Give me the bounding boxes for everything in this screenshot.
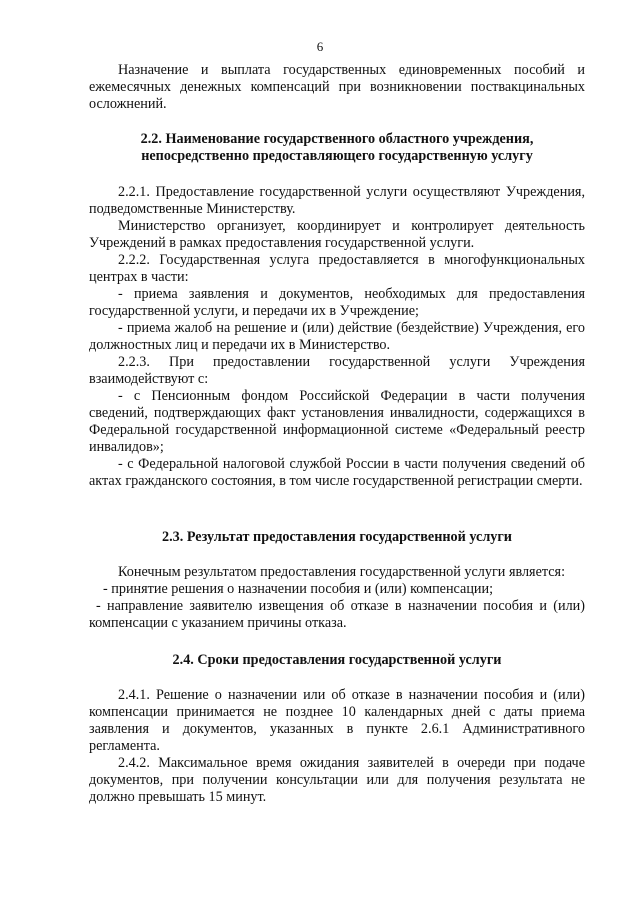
intro-paragraph: Назначение и выплата государственных единовременных пособий и ежемесячных денежных компенсаций при возникновении поствакцинальных осложнений.	[89, 62, 585, 112]
section-2-2-body	[89, 184, 585, 490]
section-2-3-heading	[89, 529, 585, 546]
paragraph-reception-documents: - приема заявления и документов, необходимых для предоставления государственной услуги, и передачи их в Учреждение;	[89, 286, 585, 319]
page-number: 6	[316, 39, 324, 54]
section-2-2-heading	[89, 131, 585, 165]
section-2-3-title: 2.3. Результат предоставления государственной услуги	[161, 529, 512, 545]
section-2-4-title: 2.4. Сроки предоставления государственной услуги	[172, 652, 502, 668]
section-2-2-title-line-2: непосредственно предоставляющего государственную услугу	[141, 148, 533, 164]
section-2-4-heading	[89, 652, 585, 669]
paragraph-refusal-notice: - направление заявителю извещения об отказе в назначении пособия и (или) компенсации с указанием причины отказа.	[89, 598, 585, 631]
section-2-4-body	[89, 687, 585, 806]
paragraph-decision: - принятие решения о назначении пособия и (или) компенсации;	[103, 581, 494, 597]
paragraph-final-result: Конечным результатом предоставления государственной услуги является:	[118, 564, 566, 580]
paragraph-2-2-2: 2.2.2. Государственная услуга предоставляется в многофункциональных центрах в части:	[89, 252, 585, 285]
paragraph-2-2-1: 2.2.1. Предоставление государственной услуги осуществляют Учреждения, подведомственные Министерству.	[89, 184, 585, 217]
paragraph-2-4-2: 2.4.2. Максимальное время ожидания заявителей в очереди при подаче документов, при получении консультации или для получения результата не должно превышать 15 минут.	[89, 755, 585, 805]
section-2-2-title-line-1: 2.2. Наименование государственного областного учреждения,	[140, 131, 534, 147]
section-2-3-body	[89, 564, 585, 632]
intro-block	[89, 62, 585, 113]
paragraph-2-2-3: 2.2.3. При предоставлении государственной услуги Учреждения взаимодействуют с:	[89, 354, 585, 387]
paragraph-reception-complaints: - приема жалоб на решение и (или) действие (бездействие) Учреждения, его должностных лиц и передачи их в Министерство.	[89, 320, 585, 353]
paragraph-2-4-1: 2.4.1. Решение о назначении или об отказе в назначении пособия и (или) компенсации принимается не позднее 10 календарных дней с даты приема заявления и документов, указанных в пункте 2.6.1 Административного регламента.	[89, 687, 585, 754]
paragraph-pension-fund: - с Пенсионным фондом Российской Федерации в части получения сведений, подтверждающих факт установления инвалидности, содержащихся в Федеральной государственной информационной системе «Федеральный реестр инвалидов»;	[89, 388, 585, 455]
paragraph-tax-service: - с Федеральной налоговой службой России в части получения сведений об актах гражданского состояния, в том числе государственной регистрации смерти.	[89, 456, 585, 489]
paragraph-ministry-organizes: Министерство организует, координирует и контролирует деятельность Учреждений в рамках предоставления государственной услуги.	[89, 218, 585, 251]
